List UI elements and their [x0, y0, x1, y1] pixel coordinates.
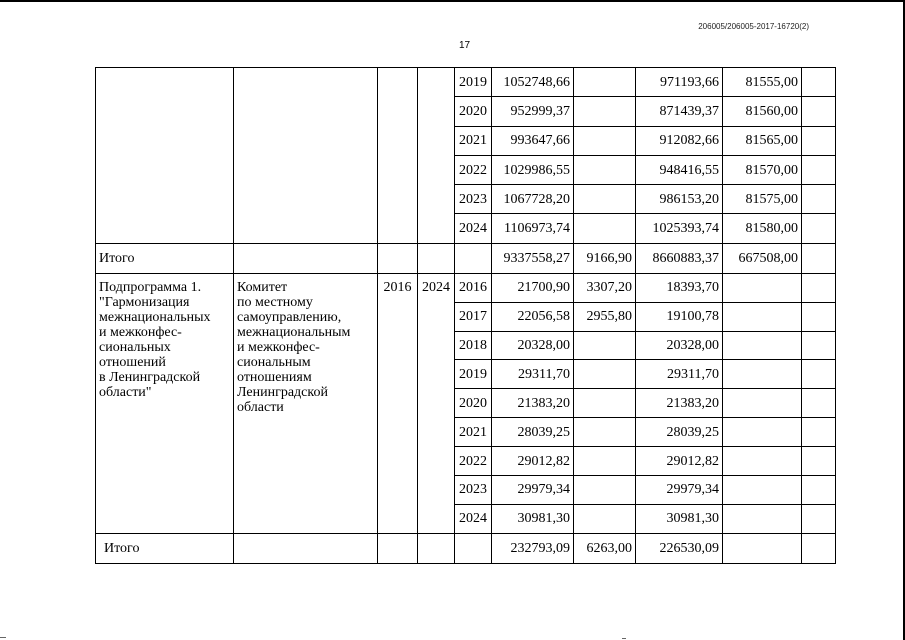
regional-budget-cell: 948416,55	[636, 155, 723, 184]
total-cell: 232793,09	[492, 533, 574, 563]
federal-budget-cell: 6263,00	[574, 533, 636, 563]
executor-name-cell	[234, 273, 378, 533]
year-cell: 2023	[455, 185, 492, 214]
other-sources-cell	[802, 533, 836, 563]
start-year-cell: 2016	[378, 273, 418, 533]
local-budget-cell	[723, 476, 802, 505]
empty-cell	[418, 243, 455, 273]
federal-budget-cell	[574, 155, 636, 184]
executor-name-line: самоуправлению,	[237, 309, 342, 325]
year-cell: 2024	[455, 504, 492, 533]
empty-cell	[455, 533, 492, 563]
empty-cell	[234, 533, 378, 563]
other-sources-cell	[802, 155, 836, 184]
year-cell: 2024	[455, 214, 492, 243]
federal-budget-cell	[574, 447, 636, 476]
regional-budget-cell: 29979,34	[636, 476, 723, 505]
local-budget-cell: 667508,00	[723, 243, 802, 273]
total-label: Итого	[96, 533, 234, 563]
executor-name-line: Ленинградской	[237, 384, 328, 400]
subprogram-name-line: Подпрограмма 1.	[99, 279, 202, 295]
year-cell: 2017	[455, 302, 492, 331]
year-cell: 2019	[455, 360, 492, 389]
empty-cell	[455, 243, 492, 273]
regional-budget-cell: 19100,78	[636, 302, 723, 331]
federal-budget-cell	[574, 331, 636, 360]
budget-table	[95, 67, 836, 564]
empty-cell	[418, 533, 455, 563]
scan-mark	[0, 637, 6, 638]
local-budget-cell	[723, 418, 802, 447]
regional-budget-cell: 21383,20	[636, 389, 723, 418]
total-cell: 20328,00	[492, 331, 574, 360]
other-sources-cell	[802, 476, 836, 505]
local-budget-cell	[723, 447, 802, 476]
local-budget-cell	[723, 389, 802, 418]
other-sources-cell	[802, 214, 836, 243]
total-cell: 21383,20	[492, 389, 574, 418]
regional-budget-cell: 29311,70	[636, 360, 723, 389]
local-budget-cell	[723, 360, 802, 389]
other-sources-cell	[802, 185, 836, 214]
total-cell: 1067728,20	[492, 185, 574, 214]
total-cell: 29012,82	[492, 447, 574, 476]
local-budget-cell	[723, 331, 802, 360]
year-cell: 2016	[455, 273, 492, 302]
year-cell: 2020	[455, 97, 492, 126]
subprogram-name-line: и межконфес-	[99, 324, 182, 340]
local-budget-cell: 81575,00	[723, 185, 802, 214]
subprogram-name-line: отношений	[99, 354, 166, 370]
total-cell: 21700,90	[492, 273, 574, 302]
other-sources-cell	[802, 302, 836, 331]
total-cell: 28039,25	[492, 418, 574, 447]
year-cell: 2021	[455, 126, 492, 155]
federal-budget-cell	[574, 476, 636, 505]
subprogram-name-line: "Гармонизация	[99, 294, 190, 310]
subprogram-name-line: в Ленинградской	[99, 369, 201, 385]
other-sources-cell	[802, 360, 836, 389]
federal-budget-cell: 3307,20	[574, 273, 636, 302]
other-sources-cell	[802, 97, 836, 126]
year-cell: 2019	[455, 68, 492, 97]
total-label: Итого	[96, 243, 234, 273]
total-cell: 993647,66	[492, 126, 574, 155]
start-year-cell	[378, 68, 418, 244]
total-cell: 30981,30	[492, 504, 574, 533]
other-sources-cell	[802, 273, 836, 302]
executor-name-line: отношениям	[237, 369, 312, 385]
regional-budget-cell: 29012,82	[636, 447, 723, 476]
federal-budget-cell	[574, 97, 636, 126]
subprogram-name-line: межнациональных	[99, 309, 211, 325]
top-border-line	[0, 0, 905, 2]
scan-mark	[622, 638, 626, 639]
total-row	[96, 533, 836, 563]
table-row	[96, 68, 836, 97]
other-sources-cell	[802, 243, 836, 273]
other-sources-cell	[802, 68, 836, 97]
local-budget-cell	[723, 273, 802, 302]
total-row	[96, 243, 836, 273]
empty-cell	[378, 243, 418, 273]
year-cell: 2022	[455, 447, 492, 476]
year-cell: 2021	[455, 418, 492, 447]
local-budget-cell: 81570,00	[723, 155, 802, 184]
regional-budget-cell: 871439,37	[636, 97, 723, 126]
executor-name-line: по местному	[237, 294, 313, 310]
local-budget-cell	[723, 533, 802, 563]
regional-budget-cell: 226530,09	[636, 533, 723, 563]
other-sources-cell	[802, 418, 836, 447]
executor-name-line: межнациональным	[237, 324, 351, 340]
program-name-cell	[96, 68, 234, 244]
executor-name-line: сиональным	[237, 354, 311, 370]
empty-cell	[234, 243, 378, 273]
total-cell: 1029986,55	[492, 155, 574, 184]
federal-budget-cell	[574, 185, 636, 214]
year-cell: 2018	[455, 331, 492, 360]
regional-budget-cell: 8660883,37	[636, 243, 723, 273]
empty-cell	[378, 533, 418, 563]
regional-budget-cell: 20328,00	[636, 331, 723, 360]
federal-budget-cell	[574, 214, 636, 243]
end-year-cell	[418, 68, 455, 244]
total-cell: 1106973,74	[492, 214, 574, 243]
regional-budget-cell: 30981,30	[636, 504, 723, 533]
regional-budget-cell: 1025393,74	[636, 214, 723, 243]
federal-budget-cell: 2955,80	[574, 302, 636, 331]
other-sources-cell	[802, 447, 836, 476]
subprogram-name-line: области"	[99, 384, 152, 400]
federal-budget-cell	[574, 126, 636, 155]
local-budget-cell: 81560,00	[723, 97, 802, 126]
executor-name-line: и межконфес-	[237, 339, 320, 355]
year-cell: 2020	[455, 389, 492, 418]
total-cell: 29311,70	[492, 360, 574, 389]
federal-budget-cell	[574, 418, 636, 447]
federal-budget-cell	[574, 389, 636, 418]
year-cell: 2023	[455, 476, 492, 505]
local-budget-cell	[723, 504, 802, 533]
subprogram-name-line: сиональных	[99, 339, 171, 355]
year-cell: 2022	[455, 155, 492, 184]
total-cell: 9337558,27	[492, 243, 574, 273]
regional-budget-cell: 18393,70	[636, 273, 723, 302]
federal-budget-cell: 9166,90	[574, 243, 636, 273]
regional-budget-cell: 971193,66	[636, 68, 723, 97]
other-sources-cell	[802, 331, 836, 360]
executor-cell	[234, 68, 378, 244]
budget-table-body	[96, 68, 836, 564]
total-cell: 22056,58	[492, 302, 574, 331]
local-budget-cell: 81555,00	[723, 68, 802, 97]
federal-budget-cell	[574, 360, 636, 389]
regional-budget-cell: 28039,25	[636, 418, 723, 447]
regional-budget-cell: 986153,20	[636, 185, 723, 214]
local-budget-cell	[723, 302, 802, 331]
table-row	[96, 273, 836, 302]
total-cell: 29979,34	[492, 476, 574, 505]
total-cell: 952999,37	[492, 97, 574, 126]
document-id: 206005/206005-2017-16720(2)	[698, 22, 809, 31]
federal-budget-cell	[574, 504, 636, 533]
executor-name-line: Комитет	[237, 279, 288, 295]
end-year-cell: 2024	[418, 273, 455, 533]
other-sources-cell	[802, 389, 836, 418]
page-number: 17	[459, 40, 471, 51]
federal-budget-cell	[574, 68, 636, 97]
other-sources-cell	[802, 126, 836, 155]
local-budget-cell: 81565,00	[723, 126, 802, 155]
executor-name-line: области	[237, 399, 284, 415]
other-sources-cell	[802, 504, 836, 533]
total-cell: 1052748,66	[492, 68, 574, 97]
local-budget-cell: 81580,00	[723, 214, 802, 243]
regional-budget-cell: 912082,66	[636, 126, 723, 155]
subprogram-name-cell	[96, 273, 234, 533]
